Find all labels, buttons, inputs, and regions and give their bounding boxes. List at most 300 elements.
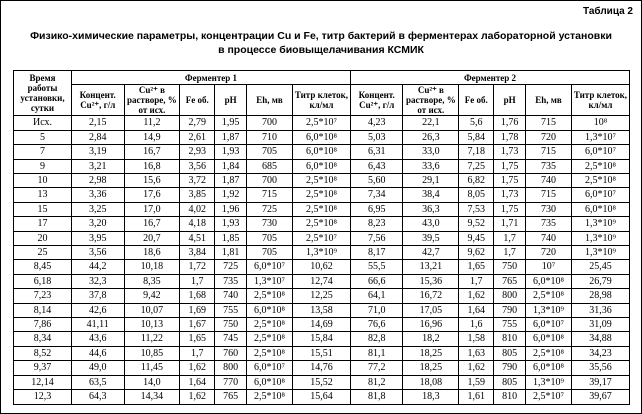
table-cell: 1,3*10⁹ [292, 246, 350, 260]
table-cell: 20,7 [124, 231, 180, 245]
time-cell: 8,14 [14, 303, 72, 317]
table-cell: 64,1 [350, 289, 403, 303]
time-cell: 13 [14, 188, 72, 202]
table-cell: 1,96 [215, 202, 247, 216]
table-cell: 805 [494, 346, 526, 360]
table-cell: 2,5*10⁸ [525, 289, 571, 303]
table-row [14, 289, 630, 303]
table-cell: 1,3*10⁹ [571, 246, 629, 260]
table-cell: 1,72 [180, 260, 215, 274]
table-cell: 26,79 [571, 274, 629, 288]
table-cell: 39,17 [571, 375, 629, 389]
table-cell: 14,9 [124, 130, 180, 144]
table-cell: 1,7 [180, 346, 215, 360]
time-cell: 12,14 [14, 375, 72, 389]
table-row [14, 260, 630, 274]
table-cell: 1,64 [180, 375, 215, 389]
table-cell: 6,95 [350, 202, 403, 216]
table-cell: 1,62 [180, 361, 215, 375]
table-cell: 3,95 [71, 231, 124, 245]
data-table [13, 70, 630, 405]
table-cell: 720 [525, 246, 571, 260]
table-cell: 760 [215, 346, 247, 360]
table-cell: 6,0*10⁷ [571, 145, 629, 159]
time-cell: 8,52 [14, 346, 72, 360]
table-cell: 810 [494, 390, 526, 404]
time-cell: 7,23 [14, 289, 72, 303]
time-cell: 12,3 [14, 390, 72, 404]
group-header-row [14, 71, 630, 85]
table-cell: 1,3*10⁷ [571, 130, 629, 144]
table-cell: 1,62 [180, 390, 215, 404]
table-cell: 26,3 [403, 130, 459, 144]
table-cell: 10⁸ [571, 116, 629, 130]
table-cell: 790 [494, 361, 526, 375]
table-row [14, 130, 630, 144]
table-cell: 38,4 [403, 188, 459, 202]
table-cell: 1,71 [494, 217, 526, 231]
table-cell: 6,0*10⁸ [571, 202, 629, 216]
table-cell: 1,95 [215, 116, 247, 130]
table-cell: 1,81 [215, 246, 247, 260]
table-cell: 16,7 [124, 145, 180, 159]
table-cell: 2,5*10⁷ [292, 116, 350, 130]
table-cell: 33,0 [403, 145, 459, 159]
table-cell: 81,1 [350, 346, 403, 360]
table-cell: 1,62 [459, 361, 494, 375]
table-cell: 750 [494, 260, 526, 274]
table-cell: 5,03 [350, 130, 403, 144]
table-cell: 755 [494, 318, 526, 332]
table-cell: 64,3 [71, 390, 124, 404]
table-cell: 2,5*10⁸ [292, 188, 350, 202]
table-cell: 7,25 [459, 159, 494, 173]
table-cell: 10,85 [124, 346, 180, 360]
table-cell: 2,98 [71, 174, 124, 188]
table-cell: 720 [525, 130, 571, 144]
table-cell: 1,6 [459, 318, 494, 332]
table-cell: 63,5 [71, 375, 124, 389]
table-cell: 16,96 [403, 318, 459, 332]
table-cell: 15,36 [403, 274, 459, 288]
time-cell: 6,18 [14, 274, 72, 288]
table-cell: 770 [215, 375, 247, 389]
table-cell: 1,93 [215, 145, 247, 159]
table-cell: 810 [494, 332, 526, 346]
table-cell: 1,67 [180, 318, 215, 332]
table-title-line-2: в процессе биовыщелачивания КСМИК [218, 44, 424, 56]
table-cell: 730 [247, 217, 293, 231]
time-cell: 8,34 [14, 332, 72, 346]
table-cell: 4,02 [180, 202, 215, 216]
table-cell: 725 [215, 260, 247, 274]
table-cell: 735 [215, 274, 247, 288]
table-cell: 37,8 [71, 289, 124, 303]
table-cell: 1,3*10⁹ [571, 231, 629, 245]
table-cell: 735 [525, 217, 571, 231]
table-cell: 9,42 [124, 289, 180, 303]
table-cell: 800 [494, 289, 526, 303]
table-cell: 10,62 [292, 260, 350, 274]
table-cell: 745 [215, 332, 247, 346]
table-row [14, 318, 630, 332]
time-cell: 17 [14, 217, 72, 231]
fermenter-1-header: Ферментер 1 [71, 71, 350, 85]
table-cell: 3,85 [180, 188, 215, 202]
table-row [14, 332, 630, 346]
table-cell: 1,93 [215, 217, 247, 231]
table-cell: 7,34 [350, 188, 403, 202]
sub-header-row [14, 85, 630, 116]
table-cell: 14,0 [124, 375, 180, 389]
table-cell: 11,22 [124, 332, 180, 346]
table-cell: 735 [525, 159, 571, 173]
table-cell: 2,15 [71, 116, 124, 130]
table-cell: 805 [494, 375, 526, 389]
table-cell: 13,21 [403, 260, 459, 274]
time-cell: 5 [14, 130, 72, 144]
table-cell: 39,67 [571, 390, 629, 404]
table-cell: 16,7 [124, 217, 180, 231]
table-cell: 1,68 [180, 289, 215, 303]
table-cell: 31,09 [571, 318, 629, 332]
table-cell: 4,18 [180, 217, 215, 231]
table-cell: 14,76 [292, 361, 350, 375]
table-cell: 2,93 [180, 145, 215, 159]
table-cell: 7,18 [459, 145, 494, 159]
table-cell: 715 [525, 116, 571, 130]
table-cell: 1,7 [180, 274, 215, 288]
table-cell: 81,2 [350, 375, 403, 389]
table-cell: 1,62 [459, 289, 494, 303]
table-cell: 705 [247, 246, 293, 260]
table-cell: 14,69 [292, 318, 350, 332]
table-cell: 3,56 [180, 159, 215, 173]
table-cell: 1,78 [494, 130, 526, 144]
table-cell: 39,5 [403, 231, 459, 245]
time-cell: 20 [14, 231, 72, 245]
table-cell: 49,0 [71, 361, 124, 375]
table-cell: 33,6 [403, 159, 459, 173]
table-cell: 14,34 [124, 390, 180, 404]
table-cell: 32,3 [71, 274, 124, 288]
time-cell: Исх. [14, 116, 72, 130]
table-cell: 1,63 [459, 346, 494, 360]
table-cell: 15,6 [124, 174, 180, 188]
time-cell: 9 [14, 159, 72, 173]
table-row [14, 159, 630, 173]
table-cell: 1,75 [494, 174, 526, 188]
table-cell: 715 [247, 188, 293, 202]
table-cell: 18,2 [403, 332, 459, 346]
table-cell: 41,11 [71, 318, 124, 332]
table-cell: 11,45 [124, 361, 180, 375]
table-row [14, 217, 630, 231]
table-cell: 8,05 [459, 188, 494, 202]
table-cell: 800 [215, 361, 247, 375]
table-cell: 16,8 [124, 159, 180, 173]
table-cell: 3,20 [71, 217, 124, 231]
table-cell: 66,6 [350, 274, 403, 288]
table-cell: 2,5*10⁸ [571, 174, 629, 188]
time-cell: 9,37 [14, 361, 72, 375]
table-cell: 3,84 [180, 246, 215, 260]
table-cell: 6,0*10⁷ [525, 318, 571, 332]
table-cell: 1,87 [215, 174, 247, 188]
time-cell: 25 [14, 246, 72, 260]
table-cell: 17,6 [124, 188, 180, 202]
table-cell: 6,82 [459, 174, 494, 188]
table-cell: 1,3*10⁷ [247, 274, 293, 288]
table-row [14, 390, 630, 404]
table-cell: 10,07 [124, 303, 180, 317]
table-cell: 2,61 [180, 130, 215, 144]
table-cell: 3,21 [71, 159, 124, 173]
table-cell: 730 [525, 202, 571, 216]
table-title [1, 29, 641, 57]
table-cell: 9,62 [459, 246, 494, 260]
table-cell: 4,51 [180, 231, 215, 245]
f1-fe-header: Fe об. [180, 85, 215, 116]
f2-titer-header: Титр клеток, кл/мл [571, 85, 629, 116]
table-cell: 8,23 [350, 217, 403, 231]
table-cell: 705 [247, 231, 293, 245]
table-cell: 5,6 [459, 116, 494, 130]
time-cell: 7 [14, 145, 72, 159]
table-cell: 1,75 [494, 202, 526, 216]
table-cell: 1,65 [459, 260, 494, 274]
table-cell: 76,6 [350, 318, 403, 332]
table-cell: 1,76 [494, 116, 526, 130]
table-cell: 7,53 [459, 202, 494, 216]
table-cell: 1,84 [215, 159, 247, 173]
table-cell: 36,3 [403, 202, 459, 216]
table-cell: 2,5*10⁸ [247, 346, 293, 360]
table-cell: 2,5*10⁸ [292, 174, 350, 188]
table-cell: 6,0*10⁸ [292, 145, 350, 159]
table-cell: 2,79 [180, 116, 215, 130]
table-cell: 2,5*10⁸ [292, 202, 350, 216]
table-cell: 1,73 [494, 145, 526, 159]
table-row [14, 202, 630, 216]
f2-ph-header: pH [494, 85, 526, 116]
table-cell: 1,59 [459, 375, 494, 389]
table-cell: 34,23 [571, 346, 629, 360]
table-cell: 29,1 [403, 174, 459, 188]
table-cell: 7,56 [350, 231, 403, 245]
table-body [14, 116, 630, 404]
table-cell: 740 [525, 231, 571, 245]
f1-titer-header: Титр клеток, кл/мл [292, 85, 350, 116]
table-cell: 6,0*10⁸ [525, 361, 571, 375]
table-cell: 1,3*10⁹ [571, 217, 629, 231]
time-cell: 8,45 [14, 260, 72, 274]
table-cell: 1,87 [215, 130, 247, 144]
table-cell: 2,84 [71, 130, 124, 144]
table-cell: 5,60 [350, 174, 403, 188]
table-cell: 1,92 [215, 188, 247, 202]
f1-cu-conc-header: Концент. Cu²⁺, г/л [71, 85, 124, 116]
table-row [14, 361, 630, 375]
table-cell: 44,2 [71, 260, 124, 274]
table-cell: 28,98 [571, 289, 629, 303]
table-cell: 740 [215, 289, 247, 303]
time-column-header: Время работы установки, сутки [14, 71, 72, 116]
table-cell: 1,64 [459, 303, 494, 317]
table-title-line-1: Физико-химические параметры, концентрации Cu и Fe, титр бактерий в ферментерах лабораторной установки [30, 30, 612, 42]
table-cell: 10,13 [124, 318, 180, 332]
table-cell: 3,25 [71, 202, 124, 216]
table-cell: 2,5*10⁷ [292, 231, 350, 245]
table-cell: 1,7 [459, 274, 494, 288]
table-row [14, 174, 630, 188]
table-row [14, 246, 630, 260]
table-cell: 6,31 [350, 145, 403, 159]
f1-eh-header: Eh, мв [247, 85, 293, 116]
table-cell: 765 [215, 390, 247, 404]
table-row [14, 145, 630, 159]
table-cell: 1,73 [494, 188, 526, 202]
table-cell: 42,6 [71, 303, 124, 317]
table-cell: 82,8 [350, 332, 403, 346]
f1-cu-percent-header: Cu²⁺ в растворе, % от исх. [124, 85, 180, 116]
table-cell: 2,5*10⁸ [292, 217, 350, 231]
table-cell: 10,18 [124, 260, 180, 274]
table-cell: 755 [215, 303, 247, 317]
table-cell: 725 [247, 202, 293, 216]
table-cell: 16,72 [403, 289, 459, 303]
table-cell: 43,6 [71, 332, 124, 346]
table-cell: 18,08 [403, 375, 459, 389]
table-cell: 6,0*10⁷ [247, 260, 293, 274]
table-cell: 31,36 [571, 303, 629, 317]
table-row [14, 274, 630, 288]
table-cell: 43,0 [403, 217, 459, 231]
fermenter-2-header: Ферментер 2 [350, 71, 629, 85]
table-cell: 2,5*10⁸ [247, 318, 293, 332]
time-cell: 15 [14, 202, 72, 216]
table-cell: 715 [525, 145, 571, 159]
table-cell: 10⁷ [525, 260, 571, 274]
table-cell: 6,0*10⁸ [247, 303, 293, 317]
table-row [14, 188, 630, 202]
table-cell: 740 [525, 174, 571, 188]
table-cell: 2,5*10⁸ [247, 332, 293, 346]
table-cell: 1,58 [459, 332, 494, 346]
table-cell: 3,36 [71, 188, 124, 202]
time-cell: 10 [14, 174, 72, 188]
table-row [14, 375, 630, 389]
table-cell: 34,88 [571, 332, 629, 346]
table-cell: 71,0 [350, 303, 403, 317]
table-cell: 42,7 [403, 246, 459, 260]
table-cell: 1,3*10⁹ [525, 303, 571, 317]
table-cell: 8,35 [124, 274, 180, 288]
table-cell: 8,17 [350, 246, 403, 260]
table-cell: 6,43 [350, 159, 403, 173]
table-cell: 15,64 [292, 390, 350, 404]
table-cell: 35,56 [571, 361, 629, 375]
table-cell: 17,0 [124, 202, 180, 216]
table-cell: 700 [247, 174, 293, 188]
table-cell: 9,45 [459, 231, 494, 245]
table-cell: 1,69 [180, 303, 215, 317]
table-cell: 55,5 [350, 260, 403, 274]
table-cell: 15,51 [292, 346, 350, 360]
table-row [14, 231, 630, 245]
table-cell: 705 [247, 145, 293, 159]
table-cell: 25,45 [571, 260, 629, 274]
table-cell: 765 [494, 274, 526, 288]
table-cell: 790 [494, 303, 526, 317]
f2-cu-percent-header: Cu²⁺ в растворе, % от исх. [403, 85, 459, 116]
table-cell: 710 [247, 130, 293, 144]
table-cell: 15,52 [292, 375, 350, 389]
table-cell: 17,05 [403, 303, 459, 317]
f2-eh-header: Eh, мв [525, 85, 571, 116]
table-cell: 2,5*10⁸ [247, 289, 293, 303]
table-cell: 3,56 [71, 246, 124, 260]
table-row [14, 346, 630, 360]
f2-fe-header: Fe об. [459, 85, 494, 116]
table-row [14, 303, 630, 317]
table-cell: 18,25 [403, 346, 459, 360]
table-cell: 1,3*10⁹ [525, 375, 571, 389]
table-cell: 12,25 [292, 289, 350, 303]
f2-cu-conc-header: Концент. Cu²⁺, г/л [350, 85, 403, 116]
table-cell: 2,5*10⁸ [525, 346, 571, 360]
table-cell: 1,61 [459, 390, 494, 404]
table-cell: 18,25 [403, 361, 459, 375]
table-cell: 750 [215, 318, 247, 332]
table-cell: 15,84 [292, 332, 350, 346]
table-cell: 12,74 [292, 274, 350, 288]
table-cell: 6,0*10⁷ [247, 361, 293, 375]
table-cell: 1,65 [180, 332, 215, 346]
table-cell: 2,5*10⁸ [247, 390, 293, 404]
table-cell: 77,2 [350, 361, 403, 375]
table-cell: 1,7 [494, 246, 526, 260]
table-cell: 1,75 [494, 159, 526, 173]
table-cell: 44,6 [71, 346, 124, 360]
table-cell: 6,0*10⁸ [525, 332, 571, 346]
table-cell: 1,7 [494, 231, 526, 245]
table-cell: 13,58 [292, 303, 350, 317]
time-cell: 7,86 [14, 318, 72, 332]
table-cell: 3,72 [180, 174, 215, 188]
table-caption: Таблица 2 [582, 6, 633, 17]
table-cell: 22,1 [403, 116, 459, 130]
table-cell: 2,5*10⁷ [525, 390, 571, 404]
table-cell: 3,19 [71, 145, 124, 159]
table-row [14, 116, 630, 130]
table-cell: 6,0*10⁸ [292, 130, 350, 144]
table-cell: 11,2 [124, 116, 180, 130]
table-cell: 81,8 [350, 390, 403, 404]
table-cell: 5,84 [459, 130, 494, 144]
table-cell: 1,85 [215, 231, 247, 245]
table-cell: 9,52 [459, 217, 494, 231]
table-cell: 18,6 [124, 246, 180, 260]
table-cell: 685 [247, 159, 293, 173]
table-cell: 18,3 [403, 390, 459, 404]
table-cell: 4,23 [350, 116, 403, 130]
table-cell: 715 [525, 188, 571, 202]
table-cell: 6,0*10⁷ [571, 188, 629, 202]
table-cell: 700 [247, 116, 293, 130]
table-cell: 6,0*10⁸ [525, 274, 571, 288]
table-cell: 2,5*10⁸ [571, 159, 629, 173]
